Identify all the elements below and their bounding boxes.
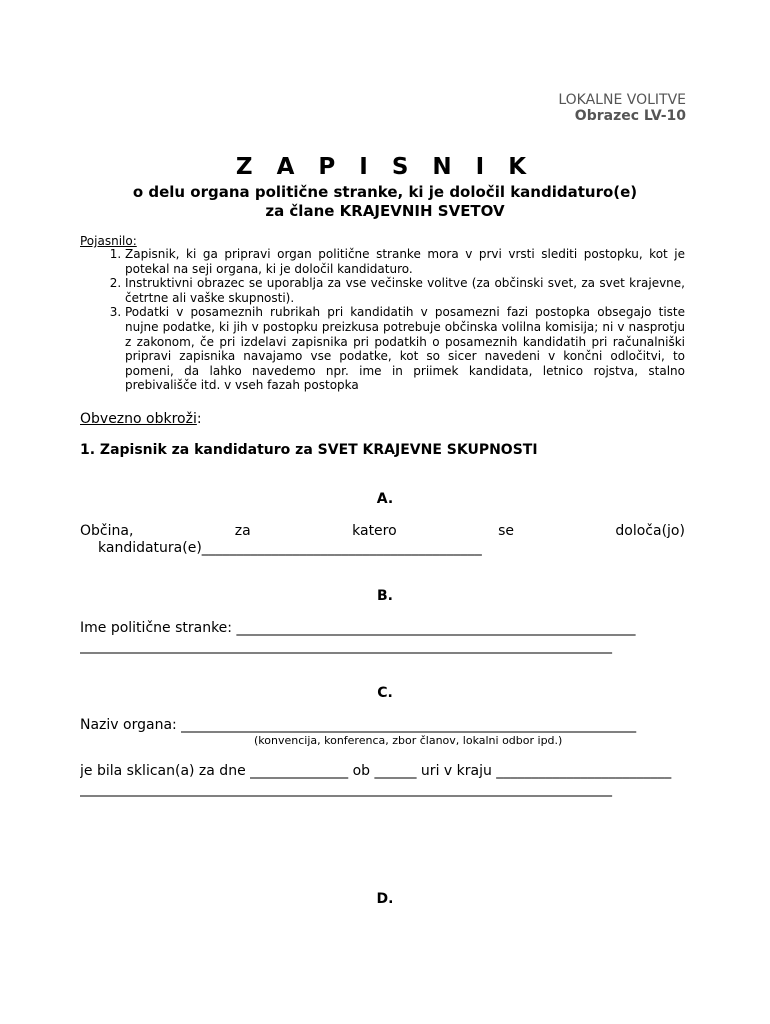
instruction-colon: : <box>196 411 202 427</box>
part-a-word: se <box>498 523 514 539</box>
explanation-label: Pojasnilo: <box>80 234 137 248</box>
election-type-label: LOKALNE VOLITVE <box>558 92 686 108</box>
subtitle-line-1: o delu organa politične stranke, ki je določil kandidaturo(e) <box>132 183 638 201</box>
instruction-line <box>80 411 202 427</box>
convened-date-field: je bila sklican(a) za dne ______________ ob ______ uri v kraju _________________________ <box>80 763 672 779</box>
subtitle-line-2: za člane KRAJEVNIH SVETOV <box>265 202 505 220</box>
party-name-field-line-2: ____________________________________________________________________________ <box>80 638 612 654</box>
explanation-item: 1. Zapisnik, ki ga pripravi organ politične stranke mora v prvi vrsti slediti postopku, kot je potekal na seji organa, ki je določil kandidaturo. <box>125 247 685 276</box>
explanation-item: 3. Podatki v posameznih rubrikah pri kandidatih v posamezni fazi postopka obsegajo tiste nujne podatke, ki jih v postopku preizkusa potrebuje občinska volilna komisija; ni v nasprotju z zakonom, če pri izdelavi zapisnika pri podatkih o posameznih kandidatih pri računalniški pripravi zapisnika navajamo vse podatke, kot so sicer navedeni v končni odločitvi, to pomeni, da lahko navedemo npr. ime in priimek kandidata, letnico rojstva, stalno prebivališče itd. v vseh fazah postopka <box>125 305 685 393</box>
organ-name-field: Naziv organa: _________________________________________________________________ <box>80 717 637 733</box>
part-b-letter: B. <box>377 588 393 604</box>
form-code-label: Obrazec LV-10 <box>574 108 686 124</box>
explanation-item: 2. Instruktivni obrazec se uporablja za vse večinske volitve (za občinski svet, za svet krajevne, četrtne ali vaške skupnosti). <box>125 276 685 305</box>
part-d-letter: D. <box>376 891 394 907</box>
explanation-list <box>80 247 685 393</box>
document-title: Z A P I S N I K <box>235 154 535 180</box>
party-name-field: Ime politične stranke: _________________________________________________________ <box>80 620 636 636</box>
part-a-word: katero <box>352 523 397 539</box>
convened-date-field-line-2: ____________________________________________________________________________ <box>80 781 612 797</box>
instruction-label: Obvezno obkroži <box>80 411 197 427</box>
part-a-line-2: kandidatura(e)________________________________________ <box>98 540 482 556</box>
part-a-letter: A. <box>376 491 394 507</box>
part-a-word: Občina, <box>80 523 134 539</box>
part-c-letter: C. <box>377 685 393 701</box>
part-a-word: za <box>234 523 251 539</box>
section-1-title: 1. Zapisnik za kandidaturo za SVET KRAJEVNE SKUPNOSTI <box>80 442 538 458</box>
part-a-word: določa(jo) <box>615 523 685 539</box>
organ-name-hint: (konvencija, konferenca, zbor članov, lokalni odbor ipd.) <box>254 734 563 747</box>
part-a-line-1 <box>80 523 685 539</box>
